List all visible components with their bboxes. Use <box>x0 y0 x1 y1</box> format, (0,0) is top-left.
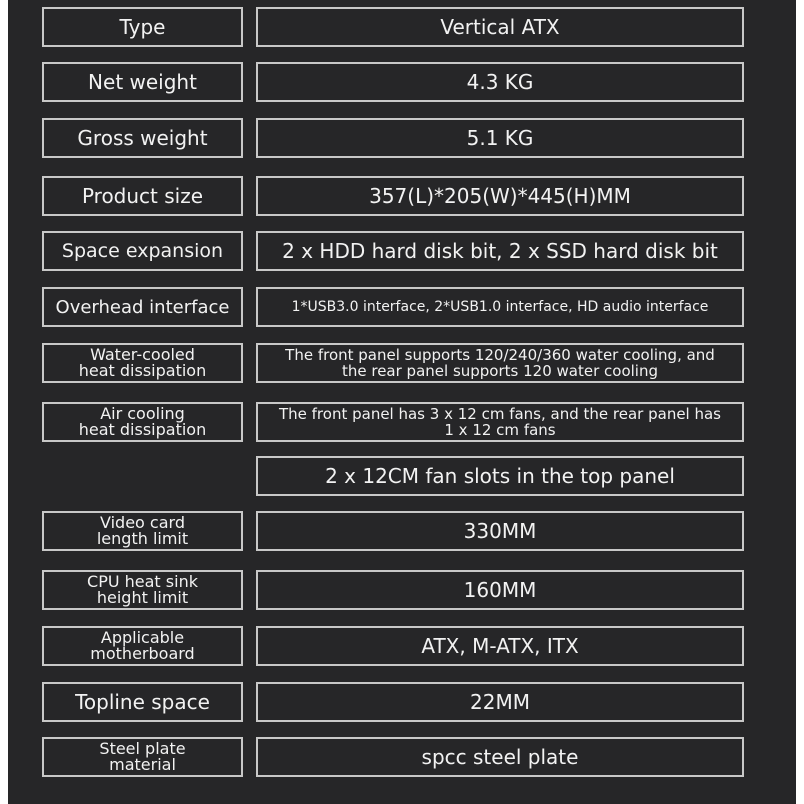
spec-value-gross-weight <box>256 118 744 158</box>
spec-value-text: spcc steel plate <box>421 745 579 769</box>
spec-value-text: 1*USB3.0 interface, 2*USB1.0 interface, HD audio interface <box>291 299 709 315</box>
spec-label-product-size <box>42 176 243 216</box>
spec-label-line: Air cooling <box>100 404 185 423</box>
spec-label-video-card <box>42 511 243 551</box>
spec-label-line: Water-cooled <box>90 345 195 364</box>
spec-label-line: Applicable <box>100 628 185 647</box>
spec-value-motherboard <box>256 626 744 666</box>
spec-label-motherboard <box>42 626 243 666</box>
spec-label-topline-space <box>42 682 243 722</box>
spec-value-line: 1 x 12 cm fans <box>444 421 556 439</box>
spec-value-space-expansion <box>256 231 744 271</box>
spec-value-text: ATX, M-ATX, ITX <box>421 634 579 658</box>
spec-value-text: 2 x HDD hard disk bit, 2 x SSD hard disk bit <box>282 239 718 263</box>
spec-label-water-cooled <box>42 343 243 383</box>
spec-value-text: 5.1 KG <box>466 126 534 150</box>
spec-label-text: Gross weight <box>77 126 208 150</box>
spec-label-line: material <box>109 755 176 774</box>
spec-label-line: height limit <box>96 588 189 607</box>
spec-value-net-weight <box>256 62 744 102</box>
spec-label-type <box>42 7 243 47</box>
spec-label-line: heat dissipation <box>78 420 207 439</box>
spec-label-text: Overhead interface <box>55 296 230 318</box>
spec-label-air-cooling <box>42 402 243 442</box>
spec-value-video-card <box>256 511 744 551</box>
spec-label-line: CPU heat sink <box>87 572 198 591</box>
spec-label-line: Video card <box>100 513 185 532</box>
spec-label-text: Type <box>119 15 166 39</box>
spec-value-text: 4.3 KG <box>466 70 534 94</box>
spec-value-topline-space <box>256 682 744 722</box>
spec-label-line: motherboard <box>90 644 195 663</box>
spec-value-air-cooling <box>256 402 744 442</box>
spec-label-text: Net weight <box>88 70 197 94</box>
spec-value-line: The front panel supports 120/240/360 water cooling, and <box>285 346 715 364</box>
spec-label-text: Product size <box>81 184 204 208</box>
spec-value-text: 357(L)*205(W)*445(H)MM <box>369 184 631 208</box>
spec-label-line: heat dissipation <box>78 361 207 380</box>
spec-value-steel-plate <box>256 737 744 777</box>
spec-value-text: 330MM <box>463 519 537 543</box>
spec-value-line: The front panel has 3 x 12 cm fans, and the rear panel has <box>278 405 722 423</box>
spec-value-text: 22MM <box>470 690 530 714</box>
spec-label-overhead-interface <box>42 287 243 327</box>
spec-value-cpu-heat-sink <box>256 570 744 610</box>
spec-value-text: 160MM <box>463 578 537 602</box>
spec-label-line: Steel plate <box>99 739 186 758</box>
spec-label-net-weight <box>42 62 243 102</box>
spec-label-line: length limit <box>96 529 189 548</box>
spec-label-steel-plate <box>42 737 243 777</box>
spec-label-text: Space expansion <box>61 240 224 262</box>
spec-value-text: 2 x 12CM fan slots in the top panel <box>325 464 675 488</box>
spec-label-space-expansion <box>42 231 243 271</box>
spec-label-text: Topline space <box>75 690 210 714</box>
spec-value-product-size <box>256 176 744 216</box>
spec-label-gross-weight <box>42 118 243 158</box>
spec-value-text: Vertical ATX <box>440 15 560 39</box>
spec-label-cpu-heat-sink <box>42 570 243 610</box>
spec-value-water-cooled <box>256 343 744 383</box>
spec-value-type <box>256 7 744 47</box>
spec-value-top-fan-slots <box>256 456 744 496</box>
spec-value-line: the rear panel supports 120 water cooling <box>341 362 658 380</box>
spec-value-overhead-interface <box>256 287 744 327</box>
